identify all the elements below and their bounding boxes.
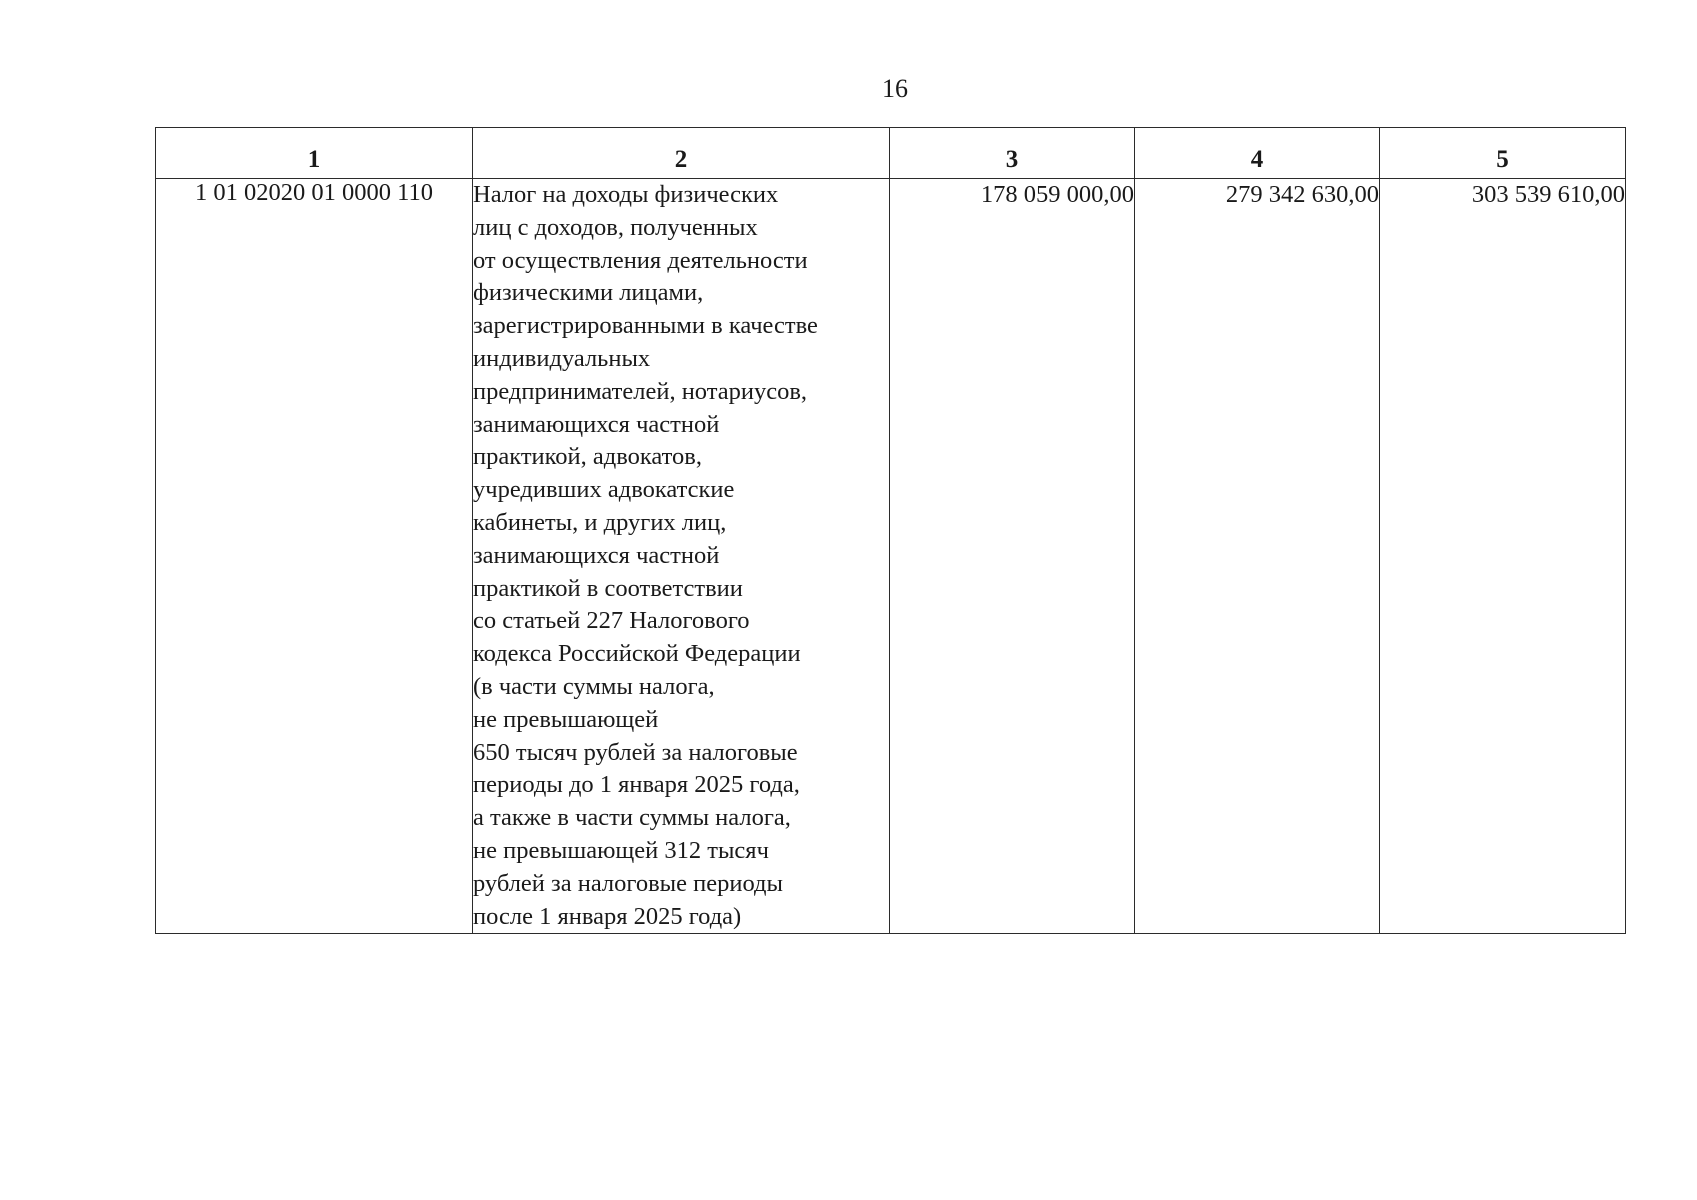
budget-table	[155, 127, 1626, 934]
description-line: кодекса Российской Федерации	[473, 640, 801, 668]
description-line: (в части суммы налога,	[473, 672, 715, 700]
description-line: а также в части суммы налога,	[473, 804, 791, 832]
revenue-description	[473, 179, 890, 934]
description-line: кабинеты, и других лиц,	[473, 508, 727, 536]
description-line: после 1 января 2025 года)	[473, 902, 742, 930]
column-header-2: 2	[473, 128, 890, 179]
table-row	[156, 179, 1626, 934]
description-line: занимающихся частной	[473, 541, 720, 569]
description-line: предпринимателей, нотариусов,	[473, 377, 808, 405]
description-line: не превышающей 312 тысяч	[473, 836, 769, 864]
column-header-5: 5	[1380, 128, 1626, 179]
description-line: Налог на доходы физических	[473, 181, 779, 208]
amount-column-4: 279 342 630,00	[1135, 179, 1380, 934]
column-header-1: 1	[156, 128, 473, 179]
description-line: практикой в соответствии	[473, 574, 743, 602]
description-line: учредивших адвокатские	[473, 476, 735, 504]
description-line: со статьей 227 Налогового	[473, 607, 750, 635]
description-line: индивидуальных	[473, 344, 651, 372]
description-line: от осуществления деятельности	[473, 246, 808, 274]
description-line: не превышающей	[473, 705, 659, 733]
description-line: зарегистрированными в качестве	[473, 312, 818, 340]
description-line: рублей за налоговые периоды	[473, 869, 783, 897]
description-line: практикой, адвокатов,	[473, 443, 702, 471]
description-line: лиц с доходов, полученных	[473, 213, 758, 241]
budget-classification-code: 1 01 02020 01 0000 110	[156, 179, 473, 934]
amount-column-3: 178 059 000,00	[890, 179, 1135, 934]
description-line: занимающихся частной	[473, 410, 720, 438]
page-number: 16	[882, 74, 908, 103]
column-header-3: 3	[890, 128, 1135, 179]
column-header-4: 4	[1135, 128, 1380, 179]
description-line: физическими лицами,	[473, 279, 704, 307]
description-line: периоды до 1 января 2025 года,	[473, 771, 800, 799]
description-line: 650 тысяч рублей за налоговые	[473, 738, 798, 766]
amount-column-5: 303 539 610,00	[1380, 179, 1626, 934]
header-row	[156, 128, 1626, 179]
